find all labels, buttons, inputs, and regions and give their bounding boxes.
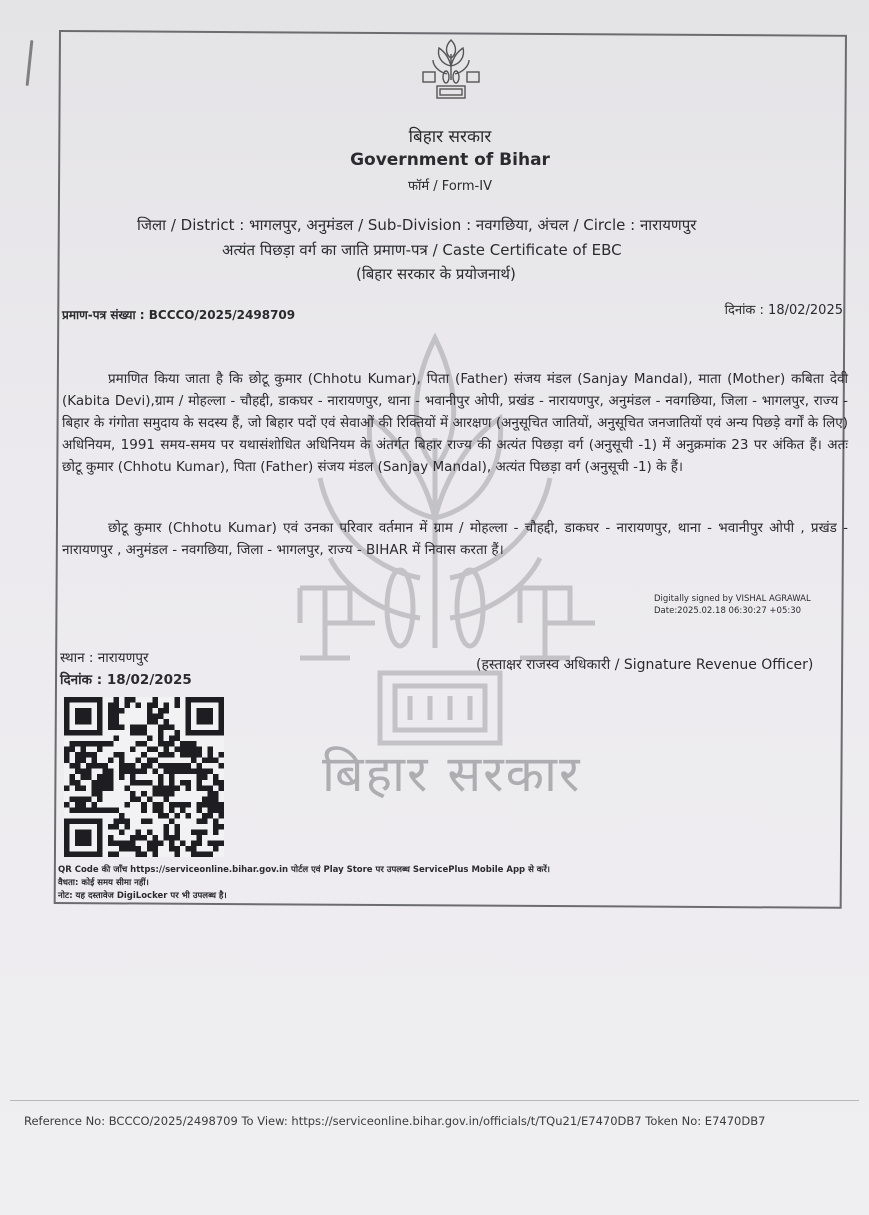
district-line: जिला / District : भागलपुर, अनुमंडल / Sub-Division : नवगछिया, अंचल / Circle : नारायणपुर [137, 216, 697, 234]
signature-date: दिनांक : 18/02/2025 [60, 672, 192, 688]
certificate-title: अत्यंत पिछड़ा वर्ग का जाति प्रमाण-पत्र / Caste Certificate of EBC [222, 241, 622, 259]
place-of-issue: स्थान : नारायणपुर [60, 650, 149, 666]
hindi-government-title: बिहार सरकार [408, 127, 492, 147]
certificate-body-paragraph-2: छोटू कुमार (Chhotu Kumar) एवं उनका परिवार वर्तमान में ग्राम / मोहल्ला - चौहद्दी, डाकघर - नारायणपुर, थाना - भवानीपुर ओपी , प्रखंड - नारायणपुर , अनुमंडल - नवगछिया, जिला - भागलपुर, राज्य - BIHAR में निवास करता हैं। [62, 520, 848, 558]
certificate-number: प्रमाण-पत्र संख्या : BCCCO/2025/2498709 [62, 308, 296, 322]
certificate-body-paragraph-1: प्रमाणित किया जाता है कि छोटू कुमार (Chhotu Kumar), पिता (Father) संजय मंडल (Sanjay Mandal), माता (Mother) कबिता देवी (Kabita Devi),ग्राम / मोहल्ला - चौहद्दी, डाकघर - नारायणपुर, थाना - भवानीपुर ओपी, प्रखंड - नारायणपुर, अनुमंडल - नवगछिया, जिला - भागलपुर, राज्य - बिहार के गंगोता समुदाय के सदस्य हैं, जो बिहार पदों एवं सेवाओं की रिक्तियों में आरक्षण (अनुसूचित जातियों, अनुसूचित जनजातियों एवं अन्य पिछड़े वर्गों के लिए) अधिनियम, 1991 समय-समय पर यथासंशोधित अधिनियम के अंतर्गत बिहार राज्य की अत्यंत पिछड़ा वर्ग (अनुसूची -1) में अनुक्रमांक 23 पर अंकित हैं। अतः छोटू कुमार (Chhotu Kumar), पिता (Father) संजय मंडल (Sanjay Mandal), अत्यंत पिछड़ा वर्ग (अनुसूची -1) के हैं। [62, 371, 848, 475]
bihar-emblem-icon [417, 36, 485, 106]
signatory-label: (हस्ताक्षर राजस्व अधिकारी / Signature Revenue Officer) [476, 657, 814, 673]
watermark-text: बिहार सरकार [322, 745, 582, 803]
government-title: Government of Bihar [350, 150, 550, 170]
footer-divider [10, 1100, 859, 1101]
digital-signature-date: Date:2025.02.18 06:30:27 +05:30 [654, 606, 802, 616]
issue-date: दिनांक : 18/02/2025 [724, 303, 843, 318]
validity-note: वैधता: कोई समय सीमा नहीं। [58, 878, 149, 888]
reference-line: Reference No: BCCCO/2025/2498709 To View: https://serviceonline.bihar.gov.in/officials/t/TQu21/E7470DB7 Token No: E7470DB7 [24, 1114, 766, 1128]
form-number: फॉर्म / Form-IV [408, 179, 492, 194]
digital-signature-signer: Digitally signed by VISHAL AGRAWAL [654, 594, 811, 604]
qr-verification-note: QR Code की जाँच https://serviceonline.bihar.gov.in पोर्टल एवं Play Store पर उपलब्ध ServicePlus Mobile App से करें। [58, 865, 551, 875]
certificate-purpose: (बिहार सरकार के प्रयोजनार्थ) [356, 265, 516, 283]
digilocker-note: नोट: यह दस्तावेज DigiLocker पर भी उपलब्ध है। [58, 891, 227, 901]
digital-signature-block [654, 593, 811, 617]
qr-code [64, 697, 224, 857]
